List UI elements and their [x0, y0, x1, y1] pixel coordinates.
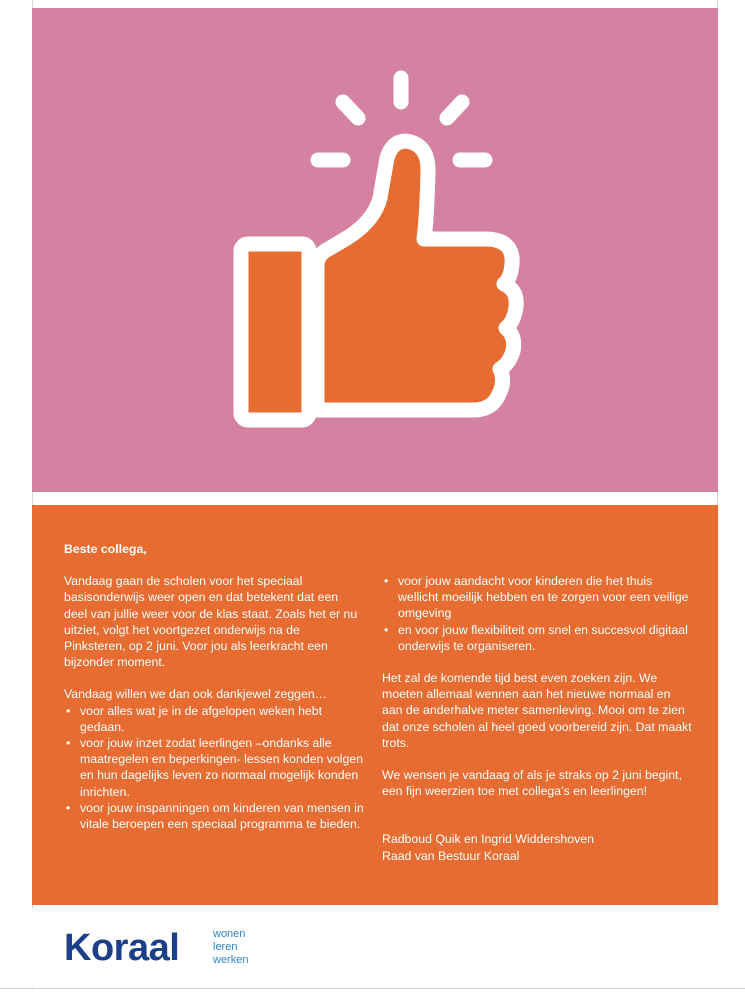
tagline-word: wonen — [213, 928, 246, 940]
hero-panel — [32, 8, 718, 492]
tagline-word: werken — [213, 954, 249, 966]
list-item: • en voor jouw flexibiliteit om snel en succesvol digitaal onderwijs te organiseren. — [382, 622, 692, 654]
koraal-logo: Koraal — [64, 927, 180, 969]
footer — [32, 908, 718, 988]
list-item: • voor jouw inspanningen om kinderen van mensen in vitale beroepen een speciaal programma te bieden. — [64, 800, 364, 832]
letter-column-right — [382, 573, 692, 864]
intro-paragraph: Vandaag gaan de scholen voor het speciaal basisonderwijs weer open en dat betekent dat een deel van jullie weer voor de klas staat. Zoals het er nu uitziet, volgt het voortgezet onderwijs na de Pinksteren, op 2 juni. Voor jou als leerkracht een bijzonder moment. — [64, 574, 358, 670]
thanks-lead: Vandaag willen we dan ook dankjewel zeggen… — [64, 687, 327, 702]
paragraph-future: Het zal de komende tijd best even zoeken zijn. We moeten allemaal wennen aan het nieuwe normaal en aan de anderhalve meter samenleving. Mooi om te zien dat onze scholen al heel goed voorbereid zijn. Dat maakt trots. — [382, 671, 692, 750]
tagline-word: leren — [213, 941, 238, 953]
list-item: • voor jouw aandacht voor kinderen die het thuis wellicht moeilijk hebben en te zorgen voor een veilige omgeving — [382, 573, 692, 622]
page-border-bottom — [0, 988, 745, 989]
thanks-list-continued — [382, 573, 692, 654]
letter-column-left — [64, 541, 364, 832]
letter-panel — [32, 505, 718, 905]
signature-names: Radboud Quik en Ingrid Widdershoven — [382, 832, 594, 847]
list-item: • voor jouw inzet zodat leerlingen –ondanks alle maatregelen en beperkingen- lessen konden volgen en hun dagelijks leven zo normaal mogelijk konden inrichten. — [64, 735, 364, 800]
paragraph-wishes: We wensen je vandaag of als je straks op 2 juni begint, een fijn weerzien toe met collega’s en leerlingen! — [382, 768, 682, 799]
thanks-list — [64, 703, 364, 833]
thumbs-up-icon — [32, 8, 718, 492]
signature-role: Raad van Bestuur Koraal — [382, 848, 520, 863]
logo-tagline — [213, 928, 248, 967]
salutation: Beste collega, — [64, 542, 147, 556]
list-item: • voor alles wat je in de afgelopen weken hebt gedaan. — [64, 703, 364, 735]
